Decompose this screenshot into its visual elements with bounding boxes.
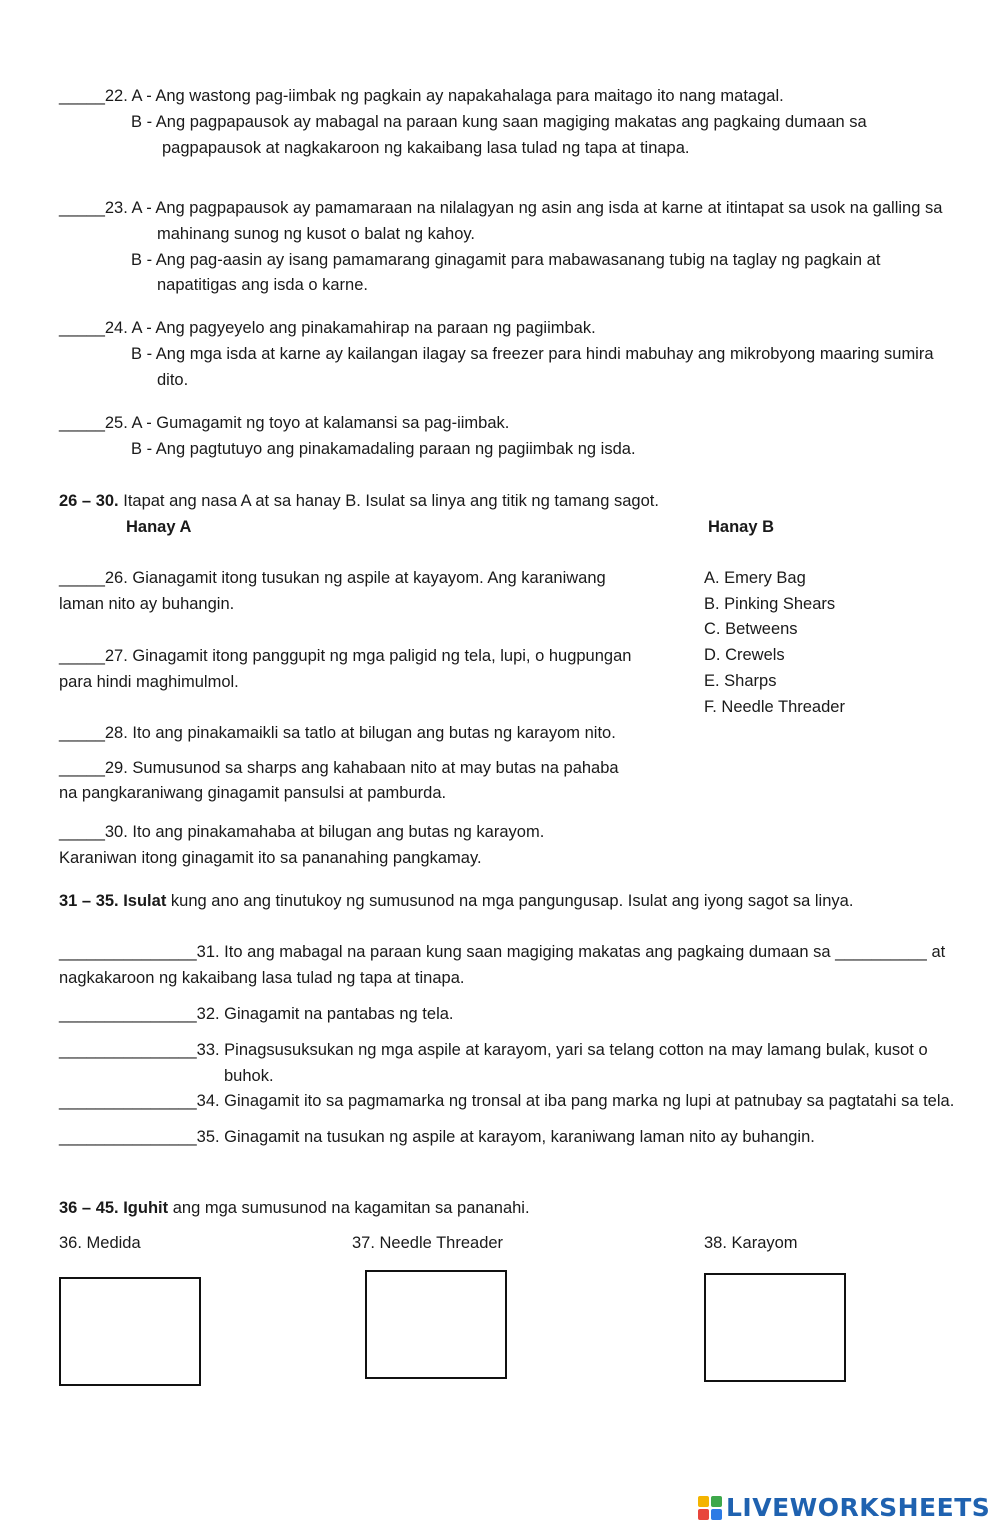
q22-statement-a: A - Ang wastong pag-iimbak ng pagkain ay napakahalaga para maitago ito nang matagal. [131, 87, 784, 105]
item-26-cont: laman nito ay buhangin. [59, 595, 235, 613]
item-33[interactable]: _______________33. Pinagsusuksukan ng mga aspile at karayom, yari sa telang cotton na may lamang bulak, kusot o [59, 1041, 928, 1059]
choice-a: A. Emery Bag [704, 569, 806, 587]
label-36: 36. Medida [59, 1234, 141, 1252]
q22-statement-b: B - Ang pagpapausok ay mabagal na paraan kung saan magiging makatas ang pagkaing dumaan sa [131, 113, 867, 131]
q24-statement-b-cont: dito. [157, 371, 189, 389]
drawing-box-37[interactable] [365, 1270, 507, 1379]
item-27-cont: para hindi maghimulmol. [59, 673, 239, 691]
choice-c: C. Betweens [704, 620, 798, 638]
q23-answer-blank[interactable]: _____23. [59, 199, 128, 217]
section-26-30-text: Itapat ang nasa A at sa hanay B. Isulat sa linya ang titik ng tamang sagot. [123, 492, 659, 510]
item-30[interactable]: _____30. Ito ang pinakamahaba at bilugan ang butas ng karayom. [59, 823, 545, 841]
item-35[interactable]: _______________35. Ginagamit na tusukan ng aspile at karayom, karaniwang laman nito ay buhangin. [59, 1128, 815, 1146]
q23-statement-a: A - Ang pagpapausok ay pamamaraan na nilalagyan ng asin ang isda at karne at itintapat sa usok na galling sa [131, 199, 943, 217]
hanay-b-heading: Hanay B [708, 518, 775, 536]
q25-answer-blank[interactable]: _____25. [59, 414, 128, 432]
item-31-cont: nagkakaroon ng kakaibang lasa tulad ng tapa at tinapa. [59, 969, 465, 987]
liveworksheets-wordmark: LIVEWORKSHEETS [726, 1492, 991, 1522]
q24-statement-a: A - Ang pagyeyelo ang pinakamahirap na paraan ng pagiimbak. [131, 319, 596, 337]
q22-answer-blank[interactable]: _____22. [59, 87, 128, 105]
hanay-a-heading: Hanay A [126, 518, 192, 536]
item-29-cont: na pangkaraniwang ginagamit pansulsi at pamburda. [59, 784, 447, 802]
item-27[interactable]: _____27. Ginagamit itong panggupit ng mga paligid ng tela, lupi, o hugpungan [59, 647, 632, 665]
section-31-35-instruction [59, 891, 853, 911]
section-36-45-instruction [59, 1198, 530, 1218]
section-31-35-text: kung ano ang tinutukoy ng sumusunod na mga pangungusap. Isulat ang iyong sagot sa linya. [170, 892, 854, 910]
item-34[interactable]: _______________34. Ginagamit ito sa pagmamarka ng tronsal at iba pang marka ng lupi at patnubay sa pagtatahi sa tela. [59, 1092, 955, 1110]
section-36-45-text: ang mga sumusunod na kagamitan sa pananahi. [172, 1199, 530, 1217]
q25-statement-b: B - Ang pagtutuyo ang pinakamadaling paraan ng pagiimbak ng isda. [131, 440, 636, 458]
choice-b: B. Pinking Shears [704, 595, 836, 613]
label-37: 37. Needle Threader [352, 1234, 504, 1252]
liveworksheets-logo [698, 1490, 990, 1524]
item-31[interactable]: _______________31. Ito ang mabagal na paraan kung saan magiging makatas ang pagkaing dumaan sa __________ at [59, 943, 946, 961]
section-26-30-instruction [59, 491, 659, 511]
drawing-box-38[interactable] [704, 1273, 846, 1382]
item-26[interactable]: _____26. Gianagamit itong tusukan ng aspile at kayayom. Ang karaniwang [59, 569, 606, 587]
q23-statement-b-cont: napatitigas ang isda o karne. [157, 276, 368, 294]
section-26-30-range: 26 – 30. [59, 492, 119, 510]
q23-statement-b: B - Ang pag-aasin ay isang pamamarang ginagamit para mabawasanang tubig na taglay ng pagkain at [131, 251, 881, 269]
item-28[interactable]: _____28. Ito ang pinakamaikli sa tatlo at bilugan ang butas ng karayom nito. [59, 724, 616, 742]
item-33-cont: buhok. [224, 1067, 274, 1085]
choice-f: F. Needle Threader [704, 698, 845, 716]
section-31-35-range: 31 – 35. Isulat [59, 892, 167, 910]
q22-line-a [59, 86, 784, 106]
item-30-cont: Karaniwan itong ginagamit ito sa pananahing pangkamay. [59, 849, 482, 867]
q23-line-a [59, 198, 942, 218]
q25-line-a [59, 413, 509, 433]
label-38: 38. Karayom [704, 1234, 798, 1252]
q24-answer-blank[interactable]: _____24. [59, 319, 128, 337]
q25-statement-a: A - Gumagamit ng toyo at kalamansi sa pag-iimbak. [131, 414, 510, 432]
q23-statement-a-cont: mahinang sunog ng kusot o balat ng kahoy. [157, 225, 476, 243]
q24-statement-b: B - Ang mga isda at karne ay kailangan ilagay sa freezer para hindi mabuhay ang mikrobyong maaring sumira [131, 345, 934, 363]
item-29[interactable]: _____29. Sumusunod sa sharps ang kahabaan nito at may butas na pahaba [59, 759, 619, 777]
choice-d: D. Crewels [704, 646, 785, 664]
q24-line-a [59, 318, 596, 338]
drawing-box-36[interactable] [59, 1277, 201, 1386]
item-32[interactable]: _______________32. Ginagamit na pantabas ng tela. [59, 1005, 454, 1023]
section-36-45-range: 36 – 45. Iguhit [59, 1199, 169, 1217]
liveworksheets-logo-icon [698, 1494, 724, 1520]
choice-e: E. Sharps [704, 672, 777, 690]
q22-statement-b-cont: pagpapausok at nagkakaroon ng kakaibang lasa tulad ng tapa at tinapa. [162, 139, 690, 157]
